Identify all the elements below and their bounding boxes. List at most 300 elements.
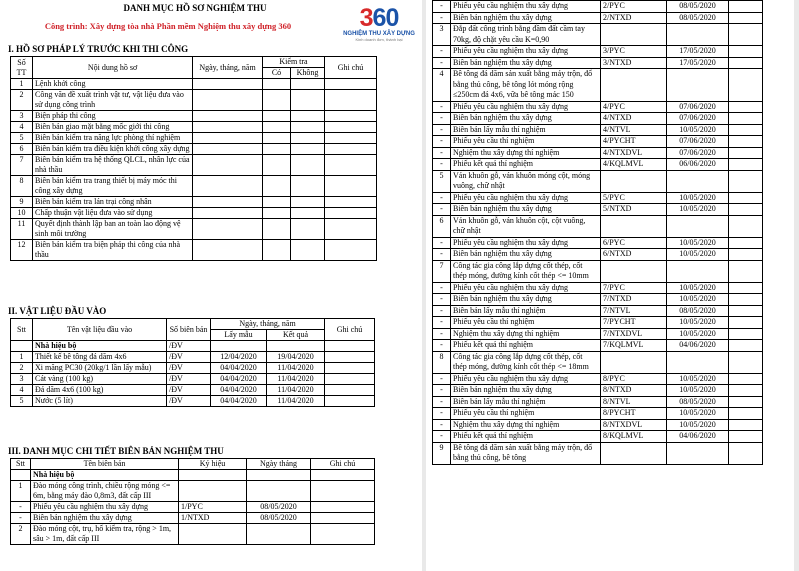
table-row [433,408,763,420]
empty-cell [263,208,291,219]
row-name: Xi măng PC30 (20kg/1 lần lấy mẫu) [33,363,167,374]
empty-cell [325,79,377,90]
empty-cell [263,122,291,133]
table-row [433,215,763,237]
row-sample-date: 04/04/2020 [211,374,267,385]
empty-cell [311,470,375,481]
row-date [247,524,311,545]
table-row [11,111,377,122]
row-date: 10/05/2020 [667,317,729,329]
table-row [433,147,763,159]
empty-cell [193,133,263,144]
table-row [11,524,375,545]
empty-cell [291,240,325,261]
empty-cell [263,133,291,144]
table-row [11,122,377,133]
empty-cell [729,113,763,125]
row-content: Biên bản kiểm tra biện pháp thi công của nhà thầu [33,240,193,261]
row-stt: 3 [11,374,33,385]
row-code: 5/NTXD [601,204,667,216]
row-stt: - [433,101,451,113]
row-stt: - [433,46,451,58]
empty-cell [729,442,763,464]
row-stt: 1 [11,352,33,363]
row-code: 1/PYC [179,502,247,513]
col-yes: Có [263,68,291,79]
col-check: Kiểm tra [263,57,325,68]
row-date [667,351,729,373]
row-date: 08/05/2020 [247,502,311,513]
table-row [433,136,763,148]
row-sample-date: 12/04/2020 [211,352,267,363]
row-date: 10/05/2020 [667,124,729,136]
row-stt: - [433,136,451,148]
empty-cell [325,352,375,363]
row-name: Phiếu yêu cầu nghiệm thu xây dựng [451,46,601,58]
row-name: Biên bản nghiệm thu xây dựng [451,204,601,216]
row-date: 10/05/2020 [667,373,729,385]
row-content: Biên bản kiểm tra năng lực phòng thí nghiệm [33,133,193,144]
row-stt: - [433,431,451,443]
section-1-title: I. HỒ SƠ PHÁP LÝ TRƯỚC KHI THI CÔNG [8,44,189,54]
col-date: Ngày tháng [247,459,311,470]
col-note: Ghi chú [311,459,375,470]
empty-cell [729,351,763,373]
row-date: 04/06/2020 [667,431,729,443]
row-name: Phiếu yêu cầu nghiệm thu xây dựng [31,502,179,513]
group-name: Nhà hiệu bộ [33,341,167,352]
table-row [433,305,763,317]
acceptance-records-table-continued [432,0,763,465]
row-stt: 8 [11,176,33,197]
row-code: 2/NTXD [601,12,667,24]
table-row [11,363,375,374]
empty-cell [193,197,263,208]
row-result-date: 11/04/2020 [267,396,325,407]
row-name: Ván khuôn gỗ, ván khuôn móng cột, móng vuông, chữ nhật [451,170,601,192]
empty-cell [193,79,263,90]
row-code [601,24,667,46]
row-date [247,481,311,502]
row-stt [11,470,31,481]
row-code: 8/KQLMVL [601,431,667,443]
row-code: 8/NTXDVL [601,419,667,431]
empty-cell [729,69,763,102]
empty-cell [291,155,325,176]
row-code: 4/PYC [601,101,667,113]
empty-cell [311,524,375,545]
row-stt: 4 [11,122,33,133]
table-row [11,396,375,407]
row-date: 10/05/2020 [667,249,729,261]
row-date [667,24,729,46]
row-name: Phiếu yêu cầu thí nghiệm [451,317,601,329]
row-name: Biên bản nghiệm thu xây dựng [451,113,601,125]
row-stt: 3 [433,24,451,46]
empty-cell [325,197,377,208]
row-stt: - [433,408,451,420]
row-code: 3/NTXD [601,57,667,69]
row-content: Công văn đề xuất trình vật tư, vật liệu đưa vào sử dụng công trình [33,90,193,111]
empty-cell [325,90,377,111]
row-date: 17/05/2020 [667,46,729,58]
row-code: 7/KQLMVL [601,340,667,352]
table-row [11,197,377,208]
row-code: 1/NTXD [179,513,247,524]
empty-cell [325,155,377,176]
empty-cell [729,159,763,171]
empty-cell [325,122,377,133]
row-stt: 2 [11,363,33,374]
table-row [433,373,763,385]
col-result: Kết quả [267,330,325,341]
empty-cell [263,111,291,122]
empty-cell [729,419,763,431]
col-name: Tên vật liệu đầu vào [33,319,167,341]
empty-cell [193,240,263,261]
row-content: Quyết định thành lập ban an toàn lao động vệ sinh môi trường [33,219,193,240]
row-docs: /ĐV [167,352,211,363]
empty-cell [729,396,763,408]
row-stt: 3 [11,111,33,122]
empty-cell [193,111,263,122]
table-row [11,219,377,240]
col-date: Ngày, tháng, năm [211,319,325,330]
row-date: 08/05/2020 [667,12,729,24]
row-content: Biên bản kiểm tra lán trại công nhân [33,197,193,208]
row-stt: 4 [11,385,33,396]
empty-cell [193,219,263,240]
row-date: 10/05/2020 [667,237,729,249]
empty-cell [291,176,325,197]
empty-cell [325,219,377,240]
row-code: 7/PYCHT [601,317,667,329]
row-sample-date: 04/04/2020 [211,385,267,396]
empty-cell [729,57,763,69]
empty-cell [193,208,263,219]
empty-cell [263,144,291,155]
row-content: Biên bản giao mặt bằng mốc giới thi công [33,122,193,133]
row-stt: 6 [433,215,451,237]
col-sample: Lấy mẫu [211,330,267,341]
empty-cell [729,12,763,24]
row-name: Phiếu yêu cầu thí nghiệm [451,408,601,420]
row-name: Bê tông đá dăm sản xuất bằng máy trộn, đổ bằng thủ công, bê tông lót móng rộng ≤250cm đá 4x6, vữa bê tông mác 150 [451,69,601,102]
row-code [179,470,247,481]
row-stt: 5 [11,133,33,144]
empty-cell [263,90,291,111]
row-date: 10/05/2020 [667,408,729,420]
row-code [601,260,667,282]
row-name: Biên bản nghiệm thu xây dựng [31,513,179,524]
empty-cell [729,1,763,13]
col-note: Ghi chú [325,319,375,341]
empty-cell [263,176,291,197]
row-sample-date: 04/04/2020 [211,396,267,407]
row-code [601,442,667,464]
table-row [11,470,375,481]
empty-cell [311,502,375,513]
col-no: Không [291,68,325,79]
empty-cell [729,373,763,385]
row-date: 06/06/2020 [667,159,729,171]
row-result-date: 19/04/2020 [267,352,325,363]
empty-cell [291,90,325,111]
row-stt: - [433,113,451,125]
col-date: Ngày, tháng, năm [193,57,263,79]
row-date: 07/06/2020 [667,101,729,113]
col-code: Ký hiệu [179,459,247,470]
table-row [433,396,763,408]
empty-cell [325,396,375,407]
row-code: 7/NTXD [601,294,667,306]
table-row [433,204,763,216]
row-date: 08/05/2020 [667,305,729,317]
row-code: 4/NTVL [601,124,667,136]
table-row [11,352,375,363]
table-row [433,340,763,352]
row-result-date: 11/04/2020 [267,385,325,396]
empty-cell [729,136,763,148]
row-content: Biên bản kiểm tra hệ thống QLCL, nhân lực của nhà thầu [33,155,193,176]
row-name: Phiếu yêu cầu nghiệm thu xây dựng [451,282,601,294]
row-code: 8/PYC [601,373,667,385]
empty-cell [263,219,291,240]
row-code [179,481,247,502]
empty-cell [291,144,325,155]
row-stt: - [433,237,451,249]
row-date [247,470,311,481]
row-code: 4/PYCHT [601,136,667,148]
row-stt: 12 [11,240,33,261]
empty-cell [325,374,375,385]
col-content: Nội dung hồ sơ [33,57,193,79]
empty-cell [193,144,263,155]
row-stt: 10 [11,208,33,219]
row-name: Biên bản nghiệm thu xây dựng [451,249,601,261]
row-name: Phiếu kết quả thí nghiệm [451,340,601,352]
document-title: DANH MỤC HỒ SƠ NGHIỆM THU [123,3,267,13]
empty-cell [325,133,377,144]
row-stt: 8 [433,351,451,373]
row-stt: - [11,502,31,513]
row-name: Biên bản lấy mẫu thí nghiệm [451,305,601,317]
empty-cell [325,385,375,396]
col-name: Tên biên bản [31,459,179,470]
table-row [433,282,763,294]
empty-cell [291,133,325,144]
empty-cell [311,513,375,524]
empty-cell [291,111,325,122]
row-stt: 2 [11,524,31,545]
row-date: 08/05/2020 [247,513,311,524]
row-content: Biên bản kiểm tra trang thiết bị máy móc thi công xây dựng [33,176,193,197]
row-content: Lệnh khởi công [33,79,193,90]
row-name: Đào móng cột, trụ, hố kiểm tra, rộng > 1m, sâu > 1m, đất cấp III [31,524,179,545]
table-row [11,240,377,261]
row-name: Phiếu kết quả thí nghiệm [451,431,601,443]
table-row [433,294,763,306]
section-2-title: II. VẬT LIỆU ĐẦU VÀO [8,306,107,316]
empty-cell [729,260,763,282]
row-docs: /ĐV [167,385,211,396]
table-row [11,481,375,502]
table-row [433,317,763,329]
row-code: 8/NTXD [601,385,667,397]
row-name: Nhà hiệu bộ [31,470,179,481]
table-row [11,144,377,155]
col-stt: Stt [11,319,33,341]
empty-cell [325,144,377,155]
row-content: Biện pháp thi công [33,111,193,122]
row-stt: - [433,192,451,204]
row-date: 10/05/2020 [667,204,729,216]
row-stt: 5 [433,170,451,192]
table-row [11,90,377,111]
row-code: 7/NTXDVL [601,328,667,340]
empty-cell [729,340,763,352]
row-name: Nghiệm thu xây dựng thí nghiệm [451,419,601,431]
empty-cell [729,204,763,216]
empty-cell [729,249,763,261]
row-name: Biên bản nghiệm thu xây dựng [451,57,601,69]
row-code [179,524,247,545]
empty-cell [729,237,763,249]
row-name: Bê tông đá dăm sản xuất bằng máy trộn, đổ bằng thủ công, bê tông [451,442,601,464]
row-date: 10/05/2020 [667,192,729,204]
section-3-title: III. DANH MỤC CHI TIẾT BIÊN BẢN NGHIỆM THU [8,446,224,456]
empty-cell [729,317,763,329]
row-result-date: 11/04/2020 [267,363,325,374]
row-date: 07/06/2020 [667,113,729,125]
row-stt: - [433,1,451,13]
row-name: Công tác gia công lắp dựng cốt thép, cốt thép móng, đường kính cốt thép <= 10mm [451,260,601,282]
right-page [426,0,794,571]
empty-cell [263,240,291,261]
empty-cell [193,90,263,111]
table-row [433,69,763,102]
table-row [433,113,763,125]
row-stt: 9 [11,197,33,208]
table-row [433,385,763,397]
row-name: Nghiệm thu xây dựng thí nghiệm [451,328,601,340]
row-stt: 5 [11,396,33,407]
row-code [601,215,667,237]
row-code: 3/PYC [601,46,667,58]
table-row [433,419,763,431]
row-date: 17/05/2020 [667,57,729,69]
row-name: Thiết kế bê tông đá dăm 4x6 [33,352,167,363]
row-code: 4/KQLMVL [601,159,667,171]
table-row [433,351,763,373]
group-row [11,341,375,352]
table-row [433,431,763,443]
empty-cell [193,155,263,176]
col-note: Ghi chú [325,57,377,79]
row-name: Đá dăm 4x6 (100 kg) [33,385,167,396]
table-row [433,24,763,46]
row-stt: - [433,57,451,69]
row-date: 10/05/2020 [667,282,729,294]
materials-table [10,318,375,407]
row-code: 8/NTVL [601,396,667,408]
row-stt: - [433,204,451,216]
table-row [11,502,375,513]
empty-cell [729,124,763,136]
row-name: Phiếu yêu cầu nghiệm thu xây dựng [451,101,601,113]
empty-cell [291,219,325,240]
row-name: Phiếu yêu cầu thí nghiệm [451,136,601,148]
table-row [433,101,763,113]
row-code: 7/PYC [601,282,667,294]
table-row [11,176,377,197]
table-row [433,192,763,204]
empty-cell [325,208,377,219]
row-name: Biên bản lấy mẫu thí nghiệm [451,124,601,136]
row-name: Phiếu kết quả thí nghiệm [451,159,601,171]
empty-cell [325,240,377,261]
empty-cell [311,481,375,502]
company-logo: 360 NGHIỆM THU XÂY DỰNG Kinh doanh đơn, thành bại [343,4,415,42]
empty-cell [263,155,291,176]
row-name: Công tác gia công lắp dựng cốt thép, cốt thép móng, đường kính cốt thép <= 18mm [451,351,601,373]
row-date: 07/06/2020 [667,136,729,148]
row-stt: - [433,147,451,159]
empty-cell [729,408,763,420]
row-name: Nghiệm thu xây dựng thí nghiệm [451,147,601,159]
empty-cell [291,208,325,219]
table-row [433,249,763,261]
row-stt: 1 [11,79,33,90]
row-name: Nước (5 lít) [33,396,167,407]
row-code: 2/PYC [601,1,667,13]
row-name: Biên bản nghiệm thu xây dựng [451,12,601,24]
row-sample-date: 04/04/2020 [211,363,267,374]
empty-cell [291,197,325,208]
row-docs: /ĐV [167,374,211,385]
table-row [433,12,763,24]
row-stt: - [433,305,451,317]
row-stt: 2 [11,90,33,111]
row-date [667,170,729,192]
empty-cell [193,122,263,133]
table-row [433,442,763,464]
empty-cell [729,282,763,294]
table-row [433,1,763,13]
table-row [433,124,763,136]
empty-cell [263,197,291,208]
empty-cell [729,46,763,58]
table-row [433,159,763,171]
row-date: 07/06/2020 [667,147,729,159]
row-code: 6/NTXD [601,249,667,261]
empty-cell [729,192,763,204]
empty-cell [263,79,291,90]
row-name: Ván khuôn gỗ, ván khuôn cột, cột vuông, chữ nhật [451,215,601,237]
row-docs: /ĐV [167,396,211,407]
empty-cell [325,176,377,197]
empty-cell [729,294,763,306]
document-subtitle: Công trình: Xây dựng tòa nhà Phần mềm Nghiệm thu xây dựng 360 [44,21,292,31]
row-stt: - [433,124,451,136]
empty-cell [729,147,763,159]
row-stt: 9 [433,442,451,464]
row-stt: 1 [11,481,31,502]
row-code [601,170,667,192]
row-stt: - [11,513,31,524]
row-stt: - [433,419,451,431]
row-date: 08/05/2020 [667,1,729,13]
